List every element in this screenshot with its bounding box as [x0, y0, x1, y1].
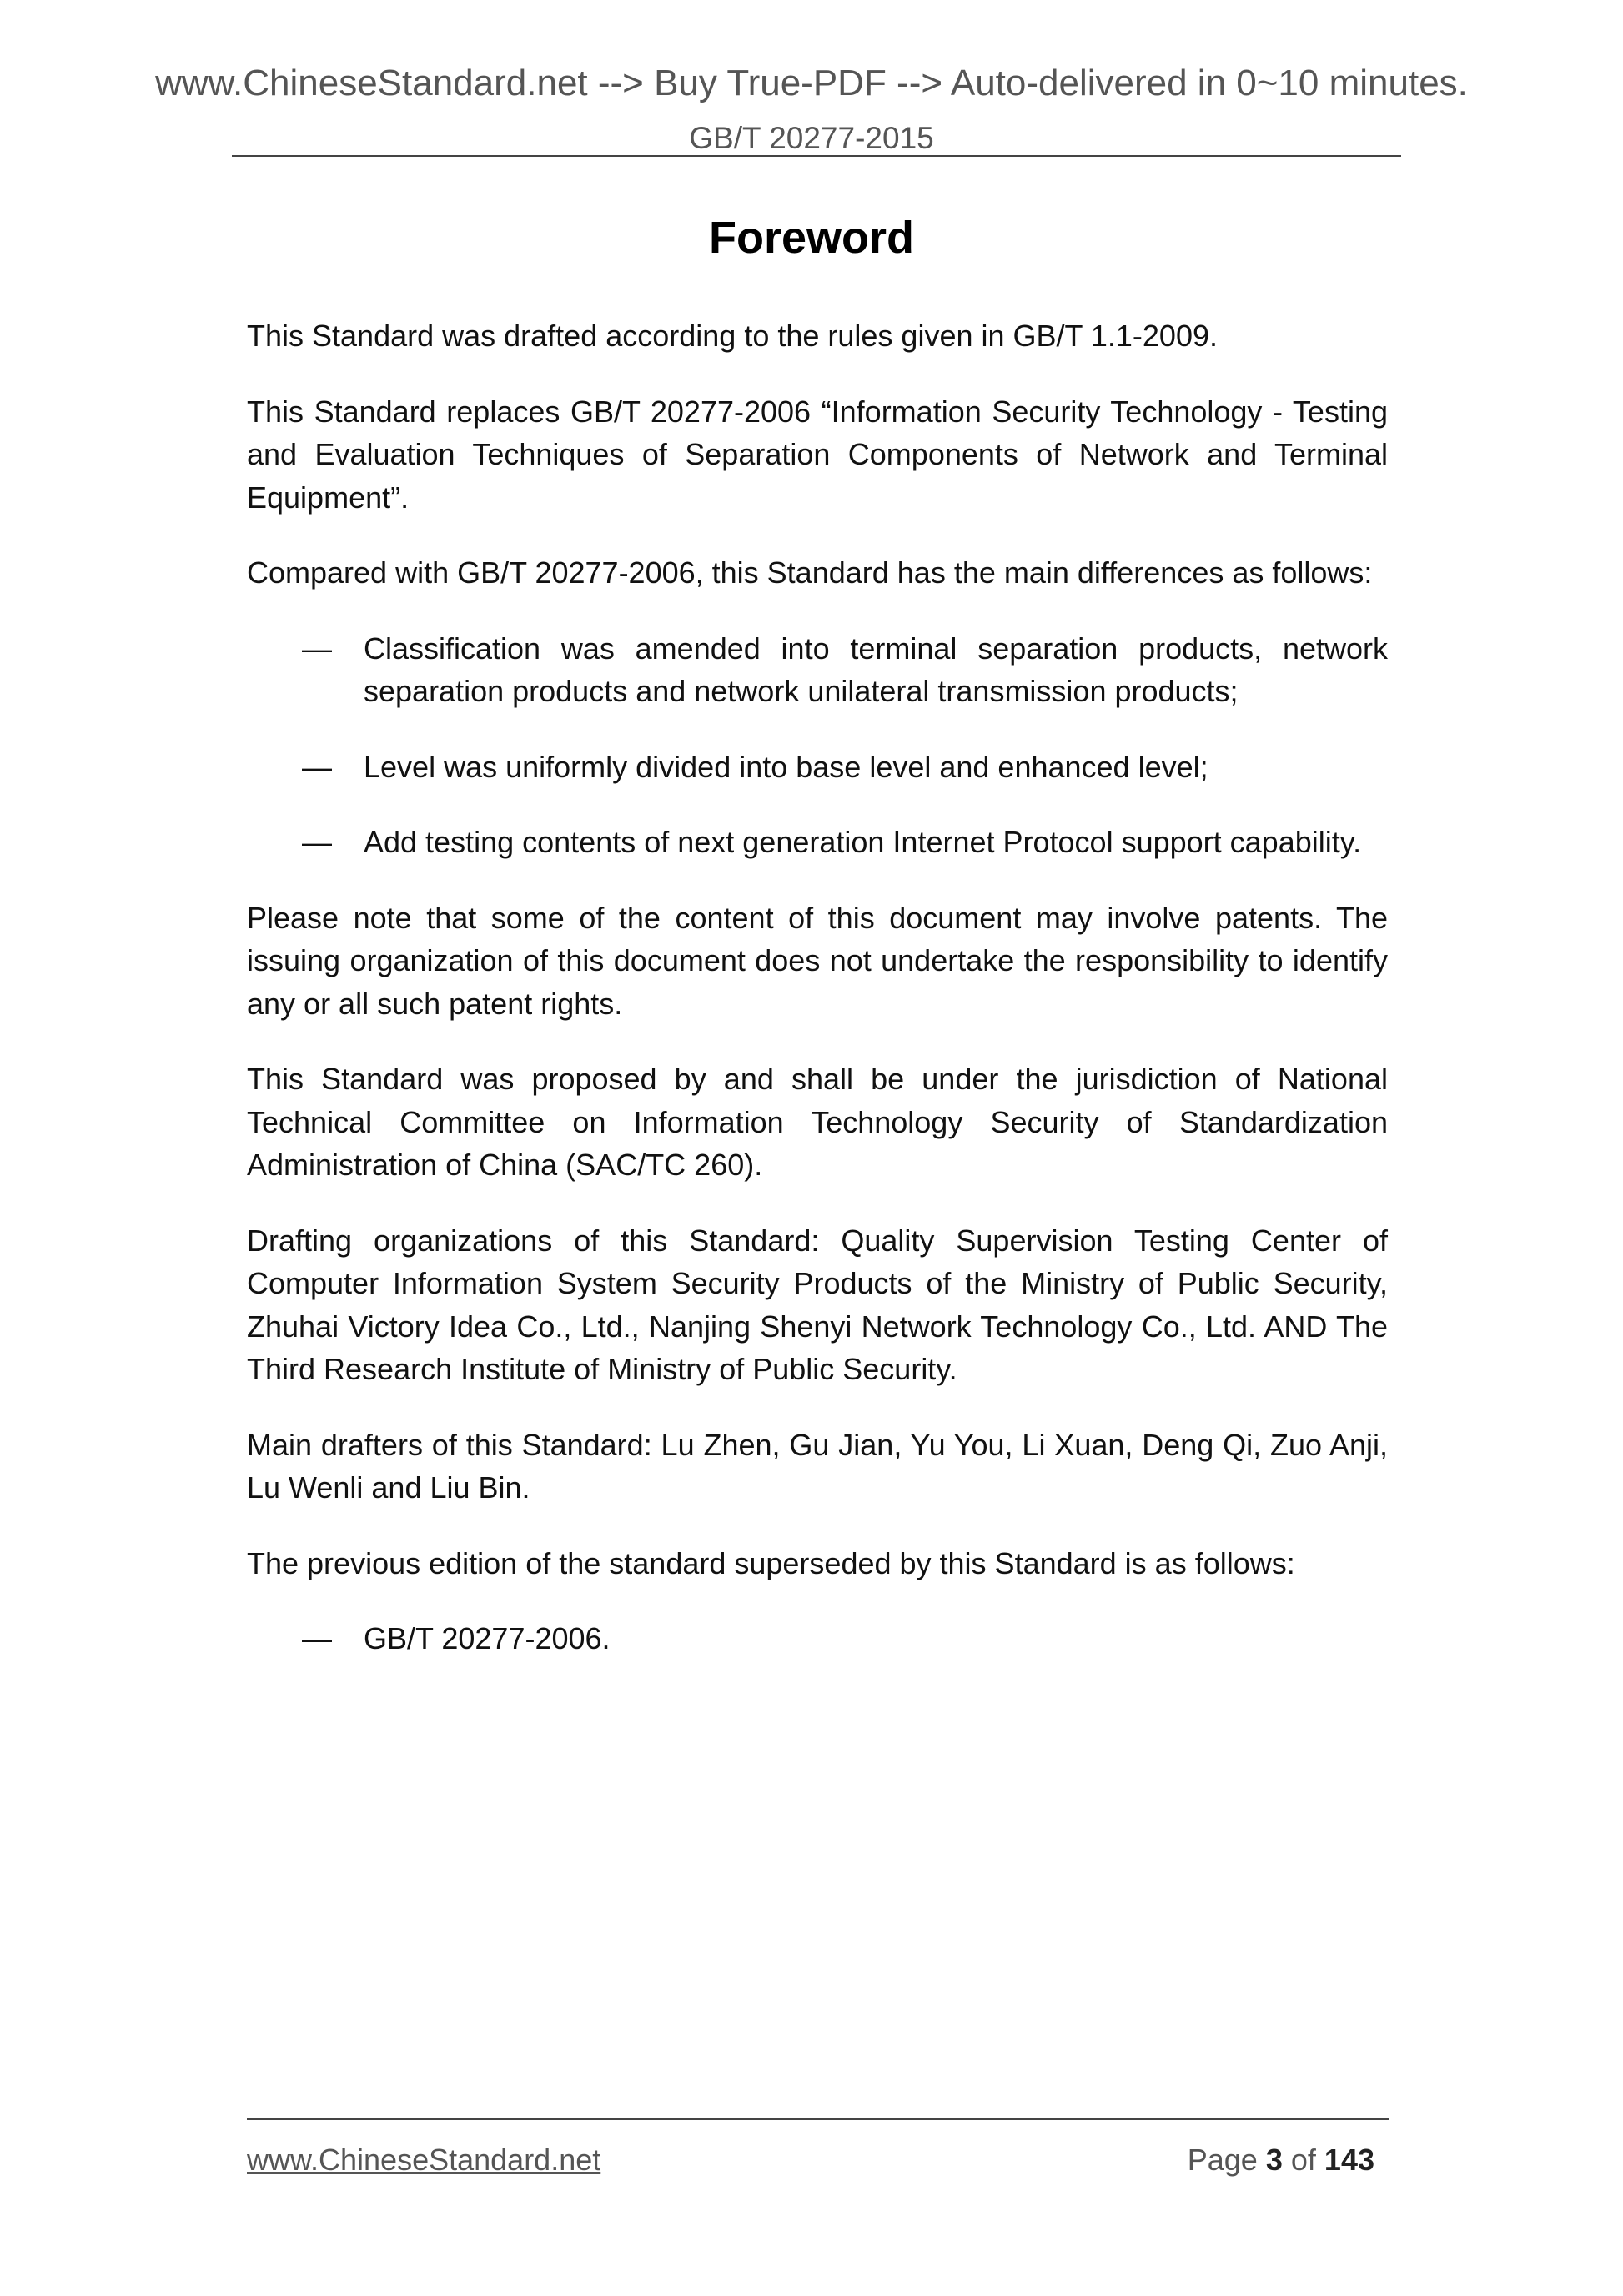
paragraph-previous-edition: The previous edition of the standard superseded by this Standard is as follows:: [247, 1545, 1295, 1580]
document-body: [247, 314, 1388, 1693]
dash-marker: —: [302, 1621, 332, 1655]
header-banner: www.ChineseStandard.net --> Buy True-PDF --> Auto-delivered in 0~10 minutes.: [155, 63, 1468, 103]
footer-website-link[interactable]: www.ChineseStandard.net: [247, 2143, 601, 2177]
list-item-text: Classification was amended into terminal separation products, network separation products and network unilateral transmission products;: [364, 631, 1388, 708]
list-item-text: GB/T 20277-2006.: [364, 1621, 611, 1655]
page-current: 3: [1265, 2143, 1283, 2177]
paragraph-jurisdiction: This Standard was proposed by and shall be under the jurisdiction of National Technical Committee on Information Technology Security of Standardization Administration of China (SAC/TC 260).: [247, 1062, 1388, 1182]
dash-marker: —: [302, 825, 332, 859]
paragraph-main-drafters: Main drafters of this Standard: Lu Zhen, Gu Jian, Yu You, Li Xuan, Deng Qi, Zuo Anji, Lu Wenli and Liu Bin.: [247, 1427, 1388, 1505]
paragraph-drafting-rules: This Standard was drafted according to the rules given in GB/T 1.1-2009.: [247, 319, 1218, 353]
page-title: Foreword: [708, 213, 914, 263]
paragraph-patents: Please note that some of the content of this document may involve patents. The issuing organization of this document does not undertake the responsibility to identify any or all such patent rights.: [247, 900, 1388, 1021]
header-divider: [232, 155, 1401, 157]
list-item-text: Add testing contents of next generation Internet Protocol support capability.: [364, 825, 1362, 859]
dash-marker: —: [302, 631, 332, 666]
page-total: 143: [1324, 2143, 1374, 2177]
standard-code: GB/T 20277-2015: [689, 121, 934, 155]
page-number: [1188, 2145, 1374, 2175]
page-prefix: Page: [1187, 2143, 1258, 2177]
list-item: [247, 746, 1388, 789]
list-item: [247, 821, 1388, 864]
list-item: [247, 627, 1388, 713]
footer-divider: [247, 2118, 1389, 2120]
paragraph-drafting-organizations: Drafting organizations of this Standard: Quality Supervision Testing Center of Computer Information System Security Products of the Ministry of Public Security, Zhuhai Victory Idea Co., Ltd., Nanjing Shenyi Network Technology Co., Ltd. AND The Third Research Institute of Ministry of Public Security.: [247, 1223, 1388, 1386]
page-of: of: [1290, 2143, 1316, 2177]
paragraph-replaces: This Standard replaces GB/T 20277-2006 “Information Security Technology - Testing and Evaluation Techniques of Separation Components of Network and Terminal Equipment”.: [247, 394, 1388, 515]
list-item-text: Level was uniformly divided into base level and enhanced level;: [364, 749, 1208, 784]
dash-marker: —: [302, 749, 332, 784]
paragraph-differences-intro: Compared with GB/T 20277-2006, this Standard has the main differences as follows:: [247, 555, 1373, 590]
list-item: [247, 1617, 1388, 1660]
